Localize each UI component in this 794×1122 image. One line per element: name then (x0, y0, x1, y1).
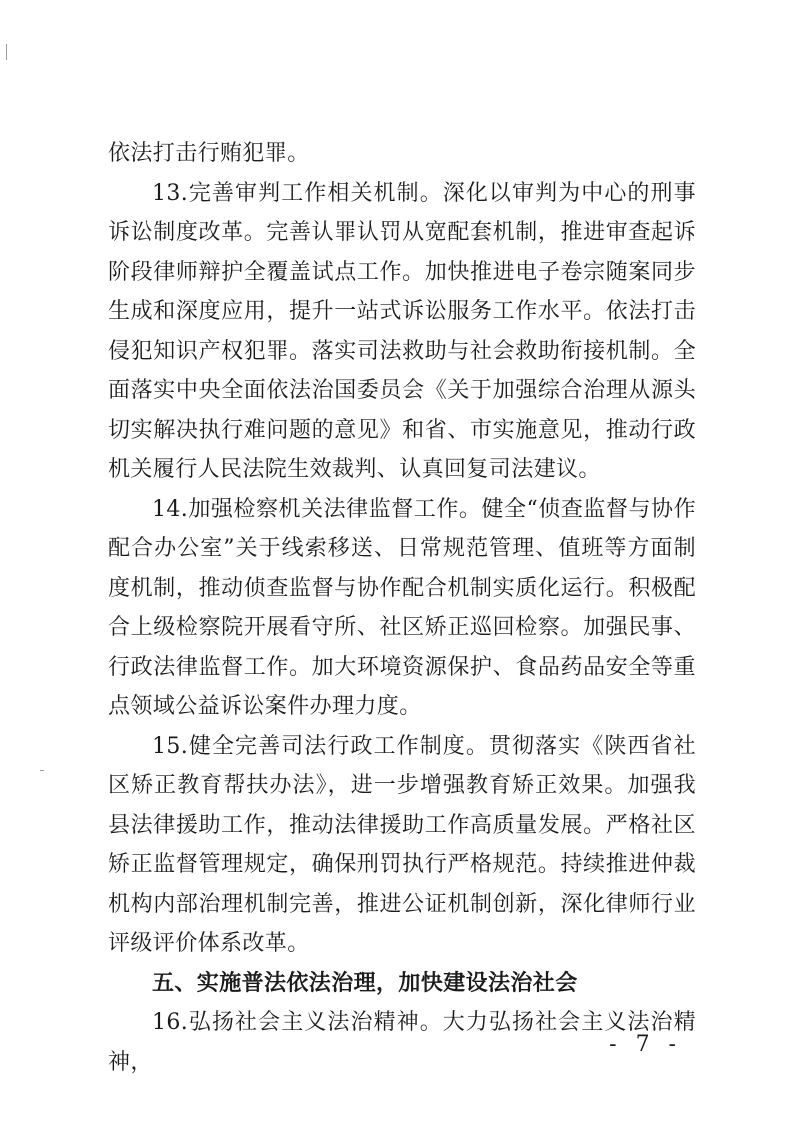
page-number: - 7 - (609, 1032, 682, 1057)
paragraph-continuation: 依法打击行贿犯罪。 (108, 141, 310, 166)
paragraph-item-14: 14.加强检察机关法律监督工作。健全“侦查监督与协作配合办公室”关于线索移送、日常规范管理、值班等方面制度机制，推动侦查监督与协作配合机制实质化运行。积极配合上级检察院开展看守所、社区矫正巡回检察。加强民事、行政法律监督工作。加大环境资源保护、食品药品安全等重点领域公益诉讼案件办理力度。 (108, 496, 696, 719)
binding-mark-top (6, 44, 7, 60)
paragraph-item-16: 16.弘扬社会主义法治精神。大力弘扬社会主义法治精神， (108, 1010, 696, 1075)
body-text (108, 134, 696, 1082)
paragraph-item-15: 15.健全完善司法行政工作制度。贯彻落实《陕西省社区矫正教育帮扶办法》，进一步增强教育矫正效果。加强我县法律援助工作，推动法律援助工作高质量发展。严格社区矫正监督管理规定，确保刑罚执行严格规范。持续推进仲裁机构内部治理机制完善，推进公证机制创新，深化律师行业评级评价体系改革。 (108, 733, 696, 956)
section-heading-five: 五、实施普法依法治理，加快建设法治社会 (152, 970, 578, 996)
paragraph-item-13: 13.完善审判工作相关机制。深化以审判为中心的刑事诉讼制度改革。完善认罪认罚从宽配套机制，推进审查起诉阶段律师辩护全覆盖试点工作。加快推进电子卷宗随案同步生成和深度应用，提升一站式诉讼服务工作水平。依法打击侵犯知识产权犯罪。落实司法救助与社会救助衔接机制。全面落实中央全面依法治国委员会《关于加强综合治理从源头切实解决执行难问题的意见》和省、市实施意见，推动行政机关履行人民法院生效裁判、认真回复司法建议。 (108, 180, 696, 482)
binding-mark-middle (40, 770, 44, 771)
